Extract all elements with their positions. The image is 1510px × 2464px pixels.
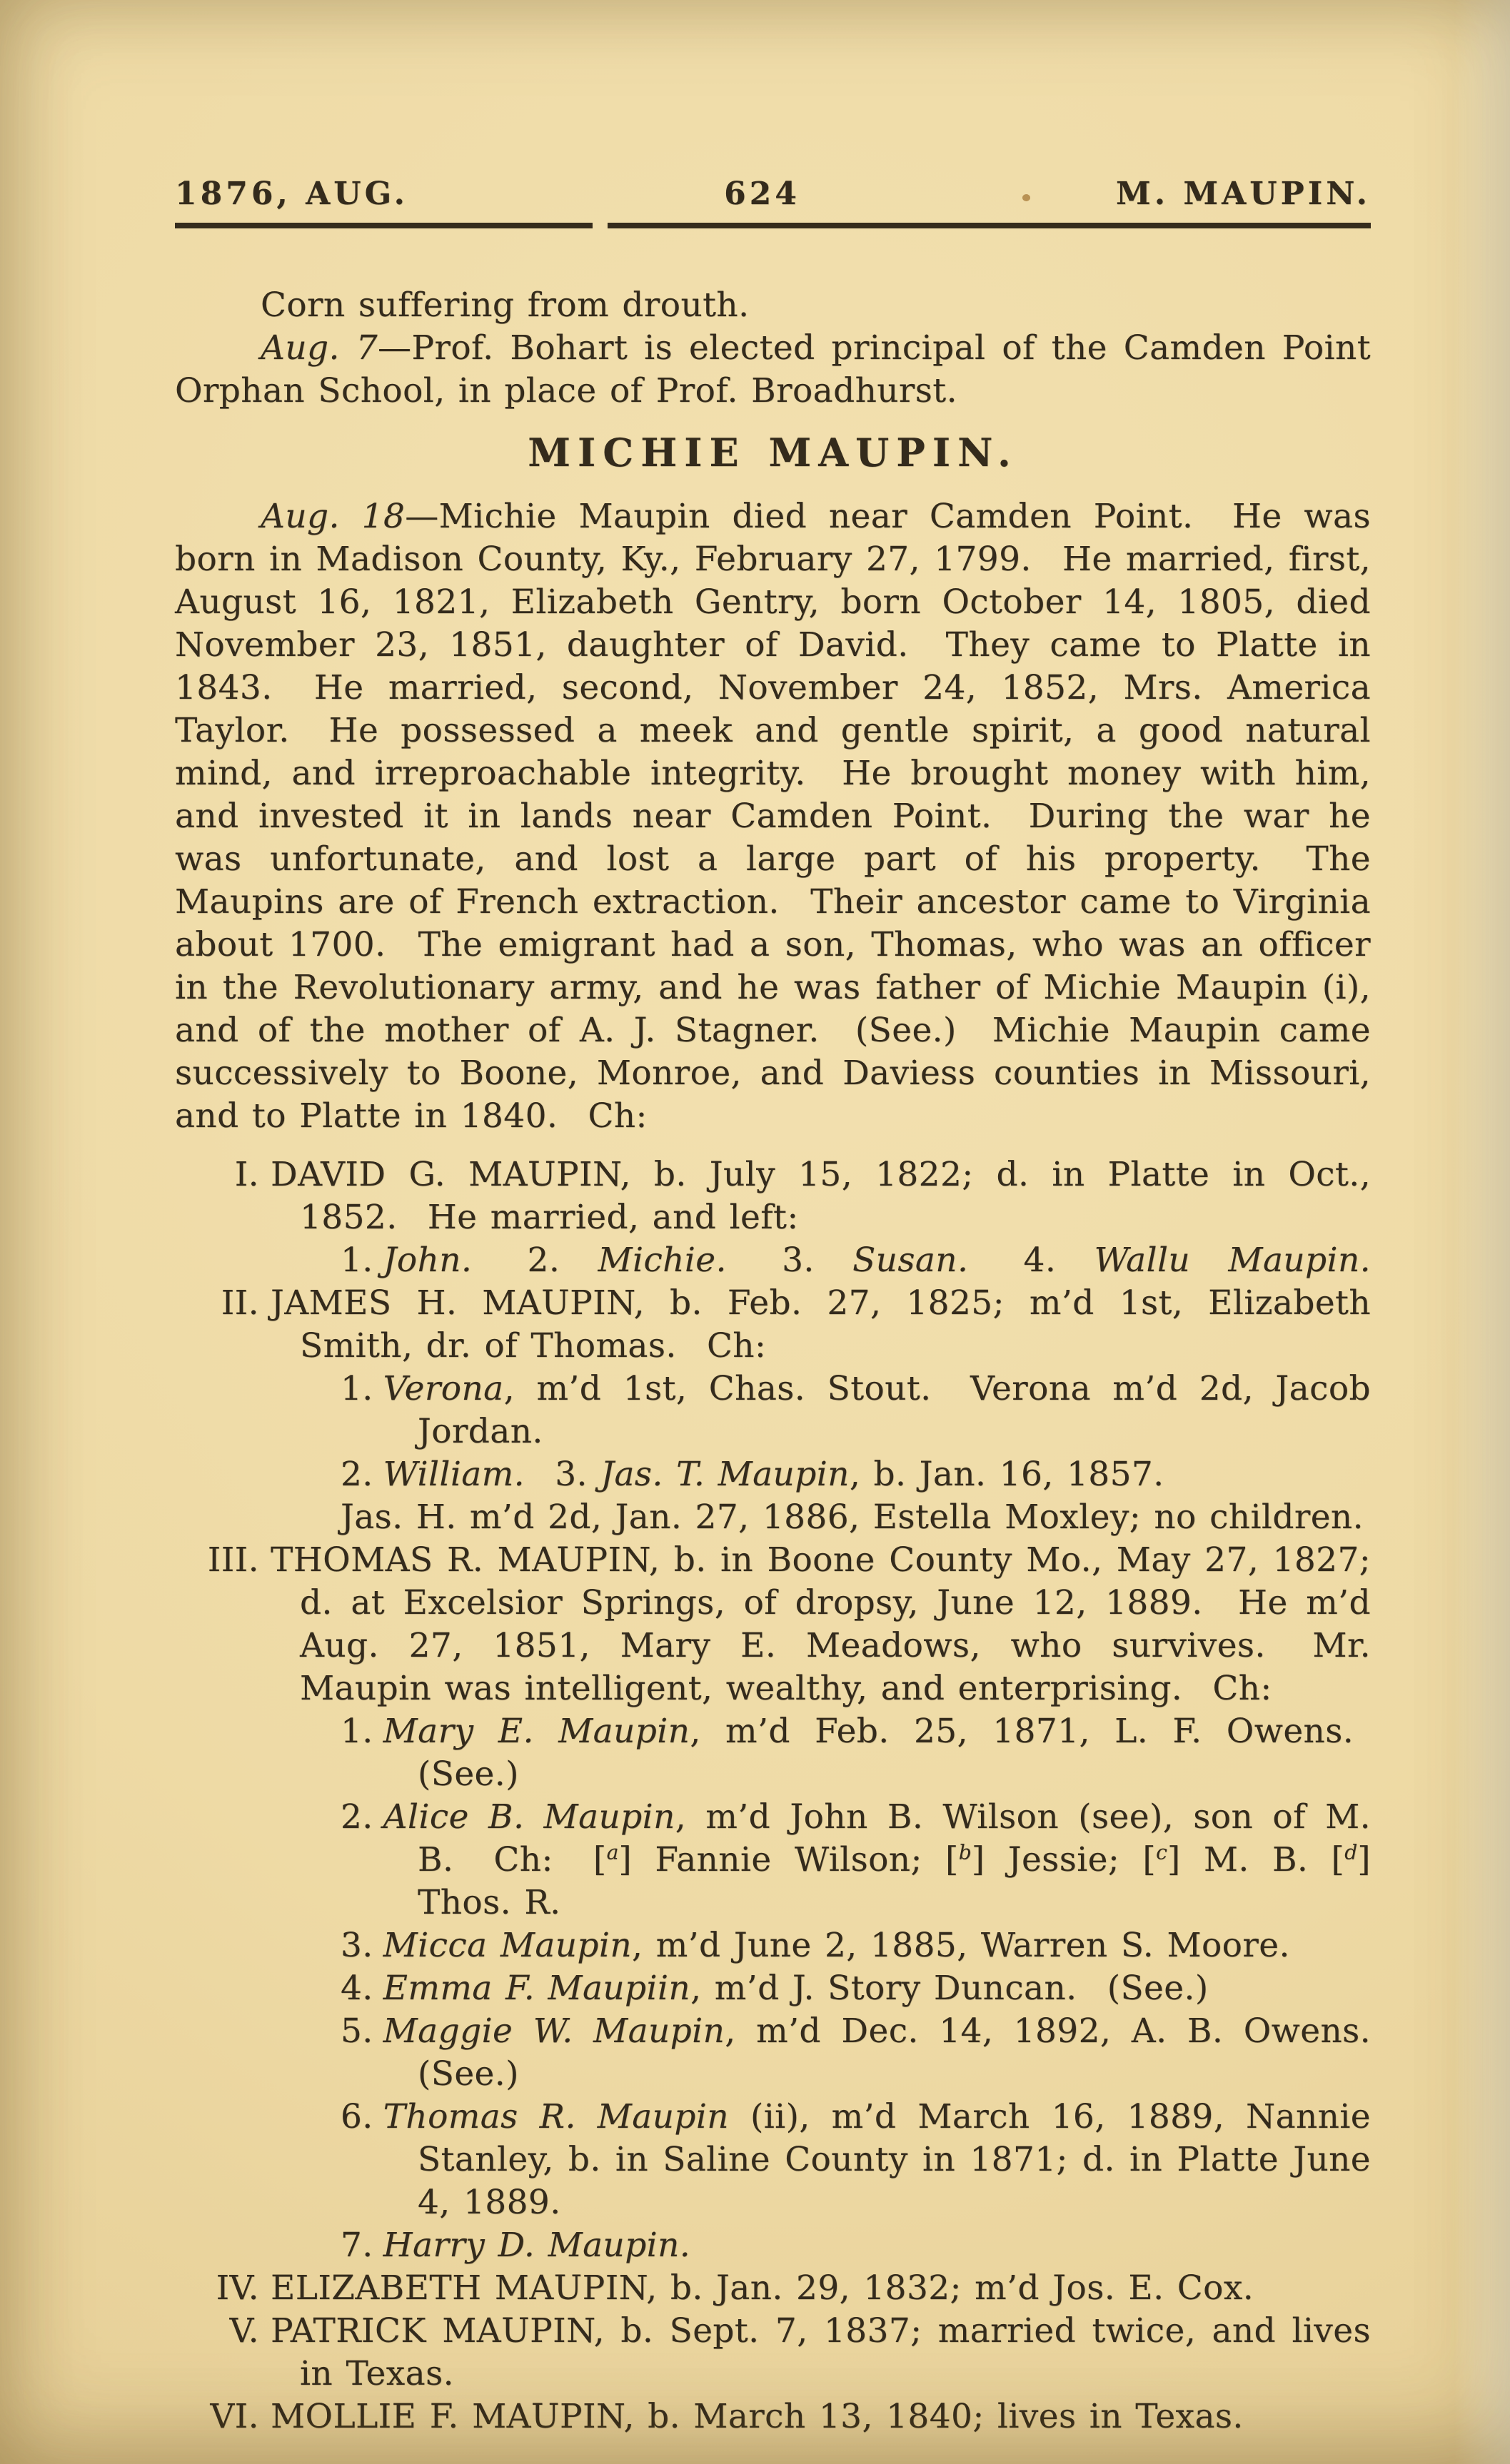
item-number: 7. [341, 2226, 373, 2265]
page-content [175, 177, 1371, 2438]
body-paragraph [175, 327, 1371, 413]
text-run: , b. Jan. 16, 1857. [849, 1455, 1164, 1494]
text-run: William. [383, 1455, 525, 1494]
genealogy-subentry [175, 1368, 1371, 1453]
text-run: Harry D. Maupin. [383, 2226, 691, 2265]
text-run: Micca Maupin [383, 1926, 633, 1965]
genealogy-entry [175, 2395, 1371, 2438]
header-date: 1876, AUG. [175, 176, 408, 212]
text-run: JAMES H. MAUPIN, b. Feb. 27, 1825; m’d 1st, Elizabeth Smith, dr. of Thomas. Ch: [271, 1283, 1371, 1365]
genealogy-subentry [175, 1453, 1371, 1496]
text-run: d [1344, 1840, 1358, 1864]
text-run: Mary E. Maupin [383, 1712, 690, 1751]
text-run: Alice B. Maupin [383, 1797, 675, 1837]
item-number: 5. [341, 2011, 373, 2051]
genealogy-subentry [175, 2096, 1371, 2224]
genealogy-subentry [175, 1239, 1371, 1282]
roman-numeral: VI. [210, 2397, 259, 2436]
text-run: 2. [472, 1241, 598, 1280]
header-rule-right-segment [608, 223, 1371, 228]
roman-numeral: III. [207, 1540, 259, 1580]
text-run: Maggie W. Maupin [383, 2011, 725, 2051]
text-run: ELIZABETH MAUPIN, b. Jan. 29, 1832; m’d Jos. E. Cox. [271, 2268, 1254, 2308]
section-heading [175, 431, 1371, 474]
genealogy-entry [175, 1282, 1371, 1368]
text-run: Aug. 7 [261, 328, 378, 368]
header-rule [175, 223, 1371, 228]
page-body [175, 284, 1371, 2438]
text-run: Wallu Maupin. [1094, 1241, 1371, 1280]
text-run: , m’d 1st, Chas. Stout. Verona m’d 2d, Jacob Jordan. [418, 1369, 1371, 1451]
text-run: , m’d J. Story Duncan. (See.) [690, 1969, 1209, 2008]
text-run: a [606, 1840, 619, 1864]
text-run: 3. [525, 1455, 601, 1494]
genealogy-entry [175, 1539, 1371, 1710]
item-number: 6. [341, 2097, 373, 2136]
genealogy-subentry [175, 2010, 1371, 2096]
text-run: (ii), m’d March 16, 1889, Nannie Stanley, b. in Saline County in 1871; d. in Platte June 4, 1889. [418, 2097, 1371, 2222]
text-run: —Michie Maupin died near Camden Point. He was born in Madison County, Ky., February 27, 1799. He married, first, August 16, 1821, Elizabeth Gentry, born October 14, 1805, died November 23, 1851, daughter of David. They came to Platte in 1843. He married, second, November 24, 1852, Mrs. America Taylor. He possessed a meek and gentle spirit, a good natural mind, and irreproachable integrity. He brought money with him, and invested it in lands near Camden Point. During the war he was unfortunate, and lost a large part of his property. The Maupins are of French extraction. Their ancestor came to Virginia about 1700. The emigrant had a son, Thomas, who was an officer in the Revolutionary army, and he was father of Michie Maupin (i), and of the mother of A. J. Stagner. (See.) Michie Maupin came successively to Boone, Monroe, and Daviess counties in Missouri, and to Platte in 1840. Ch: [175, 497, 1371, 1136]
body-paragraph [175, 495, 1371, 1138]
text-run: THOMAS R. MAUPIN, b. in Boone County Mo., May 27, 1827; d. at Excelsior Springs, of dropsy, June 12, 1889. He m’d Aug. 27, 1851, Mary E. Meadows, who survives. Mr. Maupin was intelligent, wealthy, and enterprising. Ch: [271, 1540, 1371, 1708]
text-run: , m’d Dec. 14, 1892, A. B. Owens. (See.) [418, 2011, 1371, 2094]
text-run: MICHIE MAUPIN. [528, 430, 1018, 475]
roman-numeral: V. [229, 2311, 259, 2351]
text-run: DAVID G. MAUPIN, b. July 15, 1822; d. in Platte in Oct., 1852. He married, and left: [271, 1155, 1371, 1237]
roman-numeral: IV. [216, 2268, 259, 2308]
running-header [175, 177, 1371, 211]
item-number: 1. [341, 1369, 373, 1408]
text-run: —Prof. Bohart is elected principal of the Camden Point Orphan School, in place of Prof. Broadhurst. [175, 328, 1371, 410]
text-run: ] Thos. R. [418, 1840, 1371, 1922]
genealogy-subentry [175, 1967, 1371, 2010]
text-run: b [958, 1840, 972, 1864]
text-run: , m’d Feb. 25, 1871, L. F. Owens. (See.) [418, 1712, 1371, 1794]
text-run: c [1156, 1840, 1167, 1864]
text-run: Corn suffering from drouth. [261, 286, 750, 325]
text-run: 4. [968, 1241, 1094, 1280]
header-surname: M. MAUPIN. [1116, 176, 1371, 212]
genealogy-subentry [175, 1796, 1371, 1924]
text-run: , m’d John B. Wilson (see), son of M. B. Ch: [ [418, 1797, 1371, 1879]
item-number: 2. [341, 1455, 373, 1494]
genealogy-entry [175, 2310, 1371, 2395]
text-run: 3. [726, 1241, 853, 1280]
header-rule-left-segment [175, 223, 593, 228]
item-number: 1. [341, 1241, 373, 1280]
page-edge-highlight [1454, 0, 1510, 2464]
text-run: Emma F. Maupiin [383, 1969, 691, 2008]
text-run: ] Fannie Wilson; [ [618, 1840, 959, 1879]
text-run: Thomas R. Maupin [383, 2097, 729, 2136]
genealogy-subentry [175, 1924, 1371, 1967]
genealogy-entry [175, 1153, 1371, 1239]
body-paragraph [175, 284, 1371, 327]
text-run: Aug. 18 [261, 497, 406, 536]
text-run: Verona [383, 1369, 504, 1408]
text-run: Jas. T. Maupin [600, 1455, 850, 1494]
roman-numeral: I. [234, 1155, 259, 1194]
text-run: ] Jessie; [ [971, 1840, 1157, 1879]
roman-numeral: II. [221, 1283, 259, 1323]
text-run: Susan. [852, 1241, 969, 1280]
genealogy-entry [175, 2267, 1371, 2310]
item-number: 3. [341, 1926, 373, 1965]
text-run: Michie. [598, 1241, 727, 1280]
item-number: 2. [341, 1797, 373, 1837]
text-run: Jas. H. m’d 2d, Jan. 27, 1886, Estella Moxley; no children. [341, 1498, 1364, 1537]
genealogy-note [175, 1496, 1371, 1539]
text-run: , m’d June 2, 1885, Warren S. Moore. [632, 1926, 1290, 1965]
genealogy-subentry [175, 2224, 1371, 2267]
text-run: MOLLIE F. MAUPIN, b. March 13, 1840; lives in Texas. [271, 2397, 1244, 2436]
item-number: 4. [341, 1969, 373, 2008]
item-number: 1. [341, 1712, 373, 1751]
genealogy-subentry [175, 1710, 1371, 1796]
text-run: ] M. B. [ [1167, 1840, 1345, 1879]
text-run: John. [383, 1241, 473, 1280]
page-number: 624 [724, 176, 800, 212]
text-run: PATRICK MAUPIN, b. Sept. 7, 1837; married twice, and lives in Texas. [271, 2311, 1371, 2393]
